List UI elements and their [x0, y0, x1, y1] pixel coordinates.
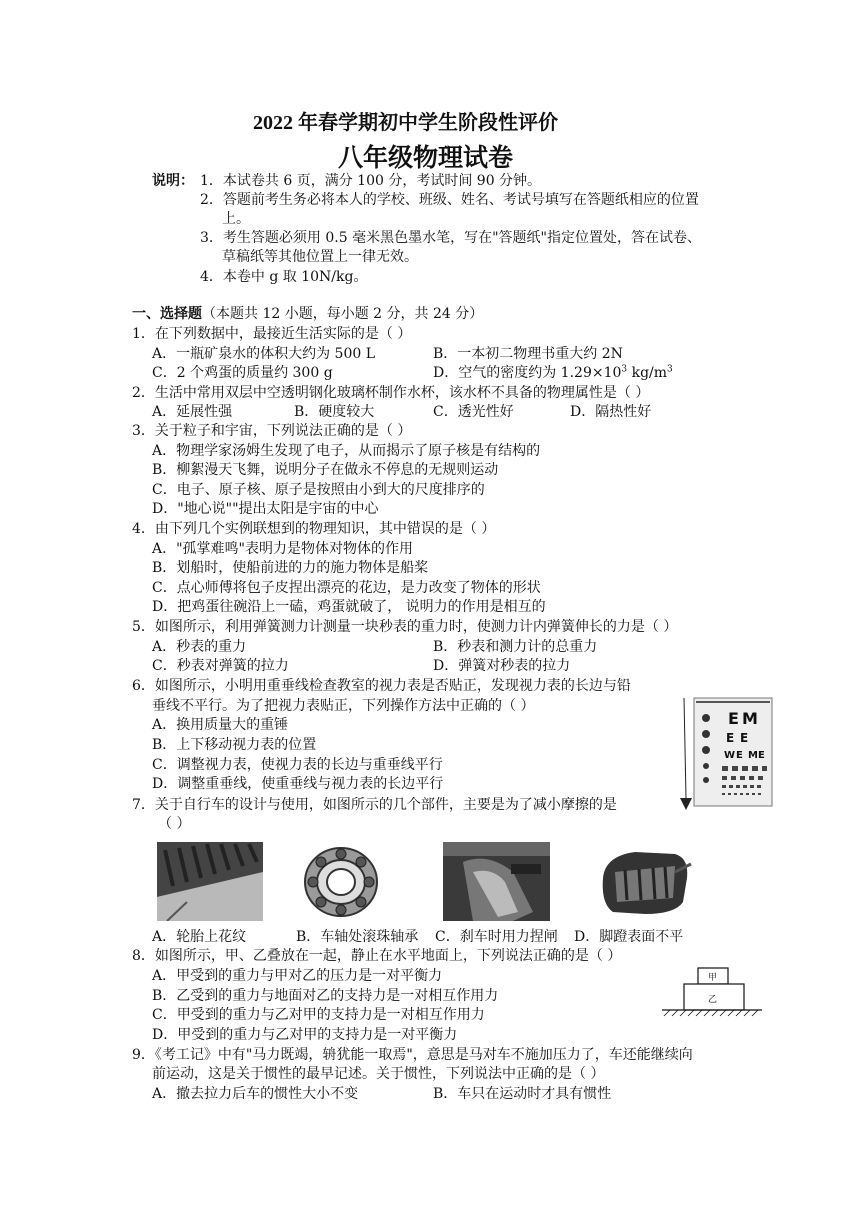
note-3: 3．考生答题必须用 0.5 毫米黑色墨水笔，写在"答题纸"指定位置处，答在试卷、: [200, 230, 701, 246]
q5-option-a: A．秒表的重力: [152, 639, 247, 655]
stacked-blocks-figure: [662, 964, 762, 1020]
q4-stem: 4．由下列几个实例联想到的物理知识，其中错误的是（ ）: [132, 521, 496, 537]
q3-option-b: B．柳絮漫天飞舞，说明分子在做永不停息的无规则运动: [152, 462, 499, 478]
block-bottom-label: 乙: [708, 995, 718, 1005]
q2-option-c: C．透光性好: [433, 404, 514, 420]
q8-option-c: C．甲受到的重力与乙对甲的支持力是一对相互作用力: [152, 1007, 485, 1023]
q1-option-c: C．2 个鸡蛋的质量约 300 g: [152, 365, 333, 381]
q9-stem-cont: 前运动，这是关于惯性的最早记述。关于惯性，下列说法中正确的是（ ）: [152, 1066, 605, 1082]
q3-option-c: C．电子、原子核、原子是按照由小到大的尺度排序的: [152, 482, 485, 498]
q7-option-b: B．车轴处滚珠轴承: [296, 929, 419, 945]
q6-stem: 6．如图所示，小明用重垂线检查教室的视力表是否贴正，发现视力表的长边与铅: [132, 678, 631, 694]
q9-option-a: A．撤去拉力后车的惯性大小不变: [152, 1086, 359, 1102]
eye-letter-7: M: [748, 750, 758, 761]
q2-option-b: B．硬度较大: [294, 404, 375, 420]
q7-option-c: C．刹车时用力捏闸: [435, 929, 558, 945]
eye-letter-4: E: [740, 731, 749, 745]
q1-option-b: B．一本初二物理书重大约 2N: [433, 346, 623, 362]
q6-stem-cont: 垂线不平行。为了把视力表贴正，下列操作方法中正确的（ ）: [152, 698, 535, 714]
note-3-cont: 草稿纸等其他位置上一律无效。: [222, 249, 418, 265]
eye-letter-1: E: [728, 709, 739, 728]
q1-option-a: A．一瓶矿泉水的体积大约为 500 L: [152, 346, 376, 362]
notes-label: 说明：: [152, 173, 194, 189]
eye-letter-5: W: [724, 750, 736, 761]
q2-option-d: D．隔热性好: [570, 404, 652, 420]
q1-option-d: D．空气的密度约为 $1.29\times 10^3$ $kg/m^3$: [433, 364, 673, 381]
q1-stem: 1．在下列数据中，最接近生活实际的是（ ）: [132, 326, 412, 342]
q8-option-d: D．甲受到的重力与乙对甲的支持力是一对平衡力: [152, 1027, 458, 1043]
ball-bearing-image: [301, 842, 381, 921]
q5-option-b: B．秒表和测力计的总重力: [433, 639, 598, 655]
note-2: 2．答题前考生务必将本人的学校、班级、姓名、考试号填写在答题纸相应的位置: [200, 192, 699, 208]
q7-stem-cont: （ ）: [158, 816, 191, 832]
pedal-image: [595, 842, 693, 921]
eye-letter-2: M: [742, 709, 758, 728]
q6-option-a: A．换用质量大的重锤: [152, 717, 289, 733]
q2-stem: 2．生活中常用双层中空透明钢化玻璃杯制作水杯，该水杯不具备的物理属性是（ ）: [132, 385, 650, 401]
section-heading: [132, 305, 483, 324]
q8-stem: 8．如图所示，甲、乙叠放在一起，静止在水平地面上，下列说法正确的是（ ）: [132, 948, 622, 964]
eye-chart-svg: [676, 694, 774, 812]
q6-option-c: C．调整视力表，使视力表的长边与重垂线平行: [152, 757, 443, 773]
q7-option-d: D．脚蹬表面不平: [574, 929, 684, 945]
exam-title: 2022 年春学期初中学生阶段性评价: [253, 112, 558, 134]
q4-option-d: D．把鸡蛋往碗沿上一磕，鸡蛋就破了， 说明力的作用是相互的: [152, 599, 546, 615]
q3-stem: 3．关于粒子和宇宙，下列说法正确的是（ ）: [132, 423, 412, 439]
q6-option-d: D．调整重垂线，使重垂线与视力表的长边平行: [152, 776, 444, 792]
note-1: 1．本试卷共 6 页，满分 100 分，考试时间 90 分钟。: [200, 173, 542, 189]
q5-option-d: D．弹簧对秒表的拉力: [433, 658, 571, 674]
q4-option-b: B．划船时，使船前进的力的施力物体是船桨: [152, 560, 429, 576]
q6-option-b: B．上下移动视力表的位置: [152, 737, 317, 753]
q3-option-d: D．"地心说""提出太阳是宇宙的中心: [152, 501, 379, 517]
q4-option-c: C．点心师傅将包子皮捏出漂亮的花边，是力改变了物体的形状: [152, 580, 541, 596]
q5-stem: 5．如图所示，利用弹簧测力计测量一块秒表的重力时，使测力计内弹簧伸长的力是（ ）: [132, 619, 678, 635]
section-label: 一、选择题: [132, 306, 202, 322]
eye-letter-6: E: [736, 750, 743, 761]
q8-option-b: B．乙受到的重力与地面对乙的支持力是一对相互作用力: [152, 988, 499, 1004]
q4-option-a: A．"孤掌难鸣"表明力是物体对物体的作用: [152, 541, 413, 557]
q2-option-a: A．延展性强: [152, 404, 233, 420]
eye-chart-figure: [676, 694, 774, 812]
q9-option-b: B．车只在运动时才具有惯性: [433, 1086, 612, 1102]
section-desc: （本题共 12 小题，每小题 2 分，共 24 分）: [202, 306, 484, 322]
block-top-label: 甲: [708, 973, 718, 983]
brake-lever-image: [443, 842, 550, 921]
q8-option-a: A．甲受到的重力与甲对乙的压力是一对平衡力: [152, 968, 443, 984]
q3-option-a: A．物理学家汤姆生发现了电子，从而揭示了原子核是有结构的: [152, 443, 541, 459]
q7-option-a: A．轮胎上花纹: [152, 929, 247, 945]
eye-letter-3: E: [726, 731, 735, 745]
exam-subtitle: 八年级物理试卷: [338, 143, 514, 172]
q9-stem: 9．《考工记》中有"马力既竭，辀犹能一取焉"，意思是马对车不施加压力了，车还能继续向: [132, 1047, 693, 1063]
eye-letter-8: E: [758, 750, 765, 761]
note-4: 4．本卷中 g 取 10N/kg。: [200, 269, 368, 285]
tire-tread-image: [157, 842, 263, 921]
q7-stem: 7．关于自行车的设计与使用，如图所示的几个部件，主要是为了减小摩擦的是: [132, 797, 617, 813]
q5-option-c: C．秒表对弹簧的拉力: [152, 658, 289, 674]
note-2-cont: 上。: [222, 211, 250, 227]
